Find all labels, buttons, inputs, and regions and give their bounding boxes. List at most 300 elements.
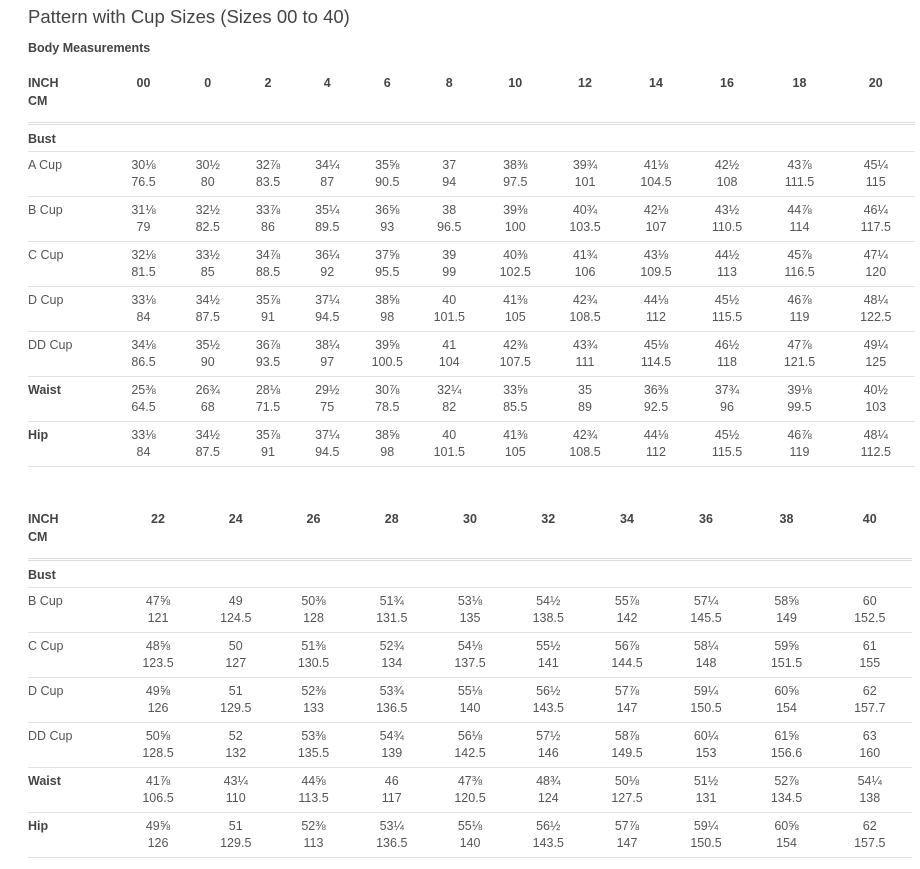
inch-value: 54½	[536, 594, 561, 608]
inch-value: 43⅛	[643, 248, 669, 262]
inch-value: 33⅛	[131, 293, 156, 307]
cm-value: 85.5	[503, 400, 528, 414]
size-header: 32	[509, 506, 588, 560]
cm-value: 110.5	[711, 220, 743, 234]
header-row	[28, 506, 912, 560]
inch-value: 41¾	[572, 248, 598, 262]
cm-value: 149	[776, 611, 797, 625]
measurement-cell	[177, 152, 239, 197]
inch-value: 63	[862, 729, 877, 743]
inch-value: 47⅜	[457, 774, 483, 788]
size-header: 22	[119, 506, 197, 560]
measurement-cell	[481, 332, 550, 377]
cm-value: 117	[381, 791, 402, 805]
table-row	[28, 332, 915, 377]
size-header: 18	[763, 70, 837, 124]
measurement-cell	[692, 287, 763, 332]
cm-value: 115	[865, 175, 886, 189]
measurement-cell	[621, 287, 692, 332]
inch-value: 34½	[195, 428, 220, 442]
inch-value: 40	[442, 428, 457, 442]
inch-value: 35¼	[315, 203, 340, 217]
cm-value: 134.5	[770, 791, 803, 805]
inch-value: 62	[862, 819, 877, 833]
measurement-cell	[177, 197, 239, 242]
inch-value: 41⅛	[643, 158, 669, 172]
cm-value: 91	[261, 445, 275, 459]
inch-value: 40⅜	[503, 248, 528, 262]
cm-value: 86.5	[131, 355, 156, 369]
cm-value: 80	[200, 175, 215, 189]
cm-value: 145.5	[690, 611, 722, 625]
measurement-cell	[275, 588, 353, 633]
measurement-cell	[239, 287, 298, 332]
cm-value: 99	[442, 265, 457, 279]
table-row	[28, 678, 912, 723]
measurement-cell	[110, 152, 177, 197]
inch-value: 29½	[315, 383, 340, 397]
inch-value: 41	[442, 338, 457, 352]
cm-value: 125	[865, 355, 887, 369]
measurement-cell	[353, 588, 432, 633]
inch-value: 47⅝	[145, 594, 171, 608]
inch-value: 44⅛	[643, 293, 669, 307]
cm-value: 129.5	[220, 836, 252, 850]
inch-value: 56½	[536, 819, 561, 833]
inch-value: 45½	[714, 428, 740, 442]
cm-value: 116.5	[784, 265, 815, 279]
inch-value: 37⅝	[375, 248, 400, 262]
measurement-cell	[509, 768, 588, 813]
inch-value: 49	[228, 594, 243, 608]
inch-value: 50⅛	[614, 774, 640, 788]
inch-value: 35	[578, 383, 592, 397]
cm-value: 140	[459, 836, 481, 850]
inch-value: 47⅞	[787, 338, 812, 352]
size-header: 4	[298, 70, 358, 124]
inch-value: 40½	[863, 383, 888, 397]
unit-inch: INCH	[28, 512, 59, 526]
cm-value: 94	[442, 175, 457, 189]
inch-value: 33½	[195, 248, 220, 262]
measurement-cell	[239, 377, 298, 422]
cm-value: 156.6	[770, 746, 803, 760]
cm-value: 92.5	[643, 400, 669, 414]
measurement-cell	[588, 723, 667, 768]
measurement-cell	[667, 768, 746, 813]
inch-value: 35⅞	[255, 428, 281, 442]
inch-value: 58¼	[693, 639, 719, 653]
measurement-cell	[481, 377, 550, 422]
cm-value: 155	[859, 656, 881, 670]
cm-value: 136.5	[376, 836, 408, 850]
row-label: B Cup	[28, 197, 110, 242]
measurement-cell	[431, 588, 509, 633]
inch-value: 60⅝	[774, 684, 799, 698]
measurement-cell	[550, 287, 621, 332]
inch-value: 53¼	[379, 819, 404, 833]
inch-value: 38⅝	[375, 293, 400, 307]
cm-value: 89	[578, 400, 592, 414]
inch-value: 61⅝	[774, 729, 799, 743]
measurement-cell	[621, 332, 692, 377]
section-heading: Body Measurements	[28, 41, 151, 55]
cm-value: 100	[504, 220, 526, 234]
measurement-cell	[353, 723, 432, 768]
cm-value: 87.5	[195, 310, 220, 324]
cm-value: 76.5	[131, 175, 156, 189]
measurement-cell	[481, 152, 550, 197]
measurement-cell	[837, 242, 916, 287]
measurement-cell	[746, 678, 828, 723]
inch-value: 49⅝	[145, 684, 171, 698]
cm-value: 143.5	[532, 836, 564, 850]
cm-value: 144.5	[611, 656, 643, 670]
inch-value: 41⅞	[145, 774, 171, 788]
cm-value: 130.5	[297, 656, 330, 670]
measurement-cell	[353, 813, 432, 858]
inch-value: 51¾	[379, 594, 404, 608]
cm-value: 129.5	[220, 701, 252, 715]
measurement-cell	[110, 422, 177, 467]
cm-value: 82.5	[195, 220, 220, 234]
inch-value: 60⅝	[774, 819, 799, 833]
measurement-cell	[298, 287, 358, 332]
cm-value: 96.5	[437, 220, 462, 234]
cm-value: 118	[717, 355, 737, 369]
row-label: Hip	[28, 813, 119, 858]
cm-value: 154	[776, 836, 797, 850]
measurement-cell	[239, 242, 298, 287]
measurement-cell	[828, 678, 913, 723]
size-header: 14	[621, 70, 692, 124]
inch-value: 32⅛	[131, 248, 156, 262]
size-header: 12	[550, 70, 621, 124]
measurement-cell	[431, 768, 509, 813]
cm-value: 138	[859, 791, 881, 805]
row-label: Waist	[28, 768, 119, 813]
table-row	[28, 422, 915, 467]
inch-value: 40	[442, 293, 457, 307]
inch-value: 30⅞	[375, 383, 400, 397]
cm-value: 151.5	[770, 656, 803, 670]
cm-value: 120	[865, 265, 887, 279]
measurement-cell	[418, 197, 482, 242]
measurement-cell	[418, 287, 482, 332]
inch-value: 56⅞	[614, 639, 640, 653]
row-label: D Cup	[28, 678, 119, 723]
cm-value: 112	[646, 445, 666, 459]
size-header: 0	[177, 70, 239, 124]
cm-value: 120.5	[454, 791, 486, 805]
inch-value: 44⅝	[301, 774, 326, 788]
measurement-cell	[119, 768, 197, 813]
cm-value: 119	[789, 445, 810, 459]
cm-value: 108.5	[569, 445, 601, 459]
cm-value: 82	[442, 400, 457, 414]
cm-value: 84	[136, 310, 151, 324]
measurement-cell	[621, 242, 692, 287]
inch-value: 52⅞	[774, 774, 799, 788]
cm-value: 153	[695, 746, 717, 760]
size-header: 8	[418, 70, 482, 124]
measurement-cell	[509, 633, 588, 678]
row-label: C Cup	[28, 242, 110, 287]
inch-value: 38⅜	[503, 158, 528, 172]
inch-value: 61	[862, 639, 877, 653]
inch-value: 46⅞	[787, 293, 812, 307]
cm-value: 96	[720, 400, 734, 414]
row-label: Hip	[28, 422, 110, 467]
measurement-cell	[509, 723, 588, 768]
measurement-cell	[119, 588, 197, 633]
inch-value: 52	[228, 729, 243, 743]
cm-value: 64.5	[131, 400, 156, 414]
cm-value: 121	[147, 611, 169, 625]
inch-value: 36⅜	[643, 383, 669, 397]
size-header: 34	[588, 506, 667, 560]
measurement-cell	[119, 813, 197, 858]
measurement-cell	[239, 197, 298, 242]
cm-value: 149.5	[611, 746, 643, 760]
measurement-cell	[837, 332, 916, 377]
cm-value: 131	[695, 791, 717, 805]
inch-value: 55⅛	[457, 819, 483, 833]
cm-value: 97	[320, 355, 335, 369]
cm-value: 117.5	[860, 220, 891, 234]
measurement-cell	[431, 678, 509, 723]
cm-value: 128.5	[142, 746, 174, 760]
inch-value: 49⅝	[145, 819, 171, 833]
cm-value: 114	[789, 220, 810, 234]
cm-value: 131.5	[376, 611, 408, 625]
inch-value: 59¼	[693, 684, 719, 698]
measurement-cell	[828, 813, 913, 858]
measurement-cell	[746, 588, 828, 633]
measurement-cell	[275, 678, 353, 723]
size-header: 40	[828, 506, 913, 560]
inch-value: 28⅛	[255, 383, 281, 397]
inch-value: 35½	[195, 338, 220, 352]
inch-value: 48⅝	[145, 639, 171, 653]
inch-value: 45¼	[863, 158, 888, 172]
inch-value: 39	[442, 248, 457, 262]
size-header: 36	[667, 506, 746, 560]
inch-value: 50⅝	[145, 729, 171, 743]
cm-value: 136.5	[376, 701, 408, 715]
cm-value: 92	[320, 265, 335, 279]
table-row	[28, 768, 912, 813]
measurement-cell	[828, 723, 913, 768]
size-header: 20	[837, 70, 916, 124]
inch-value: 33⅛	[131, 428, 156, 442]
cm-value: 102.5	[499, 265, 531, 279]
cm-value: 78.5	[375, 400, 400, 414]
cm-value: 94.5	[315, 445, 340, 459]
measurement-cell	[239, 332, 298, 377]
size-header: 24	[197, 506, 275, 560]
measurement-cell	[692, 332, 763, 377]
inch-value: 51	[228, 684, 243, 698]
inch-value: 32¼	[437, 383, 462, 397]
inch-value: 36¼	[315, 248, 340, 262]
cm-value: 135	[459, 611, 481, 625]
measurement-cell	[667, 633, 746, 678]
inch-value: 30½	[195, 158, 220, 172]
measurement-cell	[763, 422, 837, 467]
size-header: 16	[692, 70, 763, 124]
measurement-cell	[353, 678, 432, 723]
table-row	[28, 287, 915, 332]
measurement-cell	[550, 152, 621, 197]
section-row	[28, 124, 915, 152]
cm-value: 100.5	[371, 355, 403, 369]
cm-value: 109.5	[640, 265, 672, 279]
measurement-cell	[837, 422, 916, 467]
cm-value: 127	[225, 656, 247, 670]
inch-value: 43⅞	[787, 158, 812, 172]
measurement-cell	[110, 377, 177, 422]
measurement-cell	[353, 768, 432, 813]
measurement-cell	[692, 377, 763, 422]
inch-value: 36⅝	[375, 203, 400, 217]
cm-value: 103.5	[569, 220, 601, 234]
measurement-cell	[357, 422, 418, 467]
size-header: 10	[481, 70, 550, 124]
inch-value: 60	[862, 594, 877, 608]
cm-value: 103	[865, 400, 887, 414]
size-header: 6	[357, 70, 418, 124]
measurement-cell	[837, 152, 916, 197]
measurement-cell	[110, 287, 177, 332]
cm-value: 141	[537, 656, 559, 670]
inch-value: 45½	[714, 293, 740, 307]
inch-value: 57⅞	[614, 684, 640, 698]
cm-value: 83.5	[255, 175, 281, 189]
size-header: 26	[275, 506, 353, 560]
inch-value: 42⅜	[503, 338, 528, 352]
cm-value: 91	[261, 310, 275, 324]
inch-value: 56⅛	[457, 729, 483, 743]
measurement-cell	[746, 813, 828, 858]
inch-value: 53¾	[379, 684, 404, 698]
measurement-cell	[197, 588, 275, 633]
cm-value: 90.5	[375, 175, 400, 189]
inch-value: 47¼	[863, 248, 888, 262]
cm-value: 99.5	[787, 400, 812, 414]
table-row	[28, 813, 912, 858]
measurement-cell	[431, 813, 509, 858]
measurement-cell	[763, 377, 837, 422]
measurement-cell	[763, 242, 837, 287]
cm-value: 101.5	[433, 310, 465, 324]
inch-value: 38⅝	[375, 428, 400, 442]
measurement-cell	[828, 633, 913, 678]
measurement-cell	[837, 287, 916, 332]
cm-value: 133	[303, 701, 324, 715]
measurement-cell	[177, 287, 239, 332]
measurement-cell	[357, 242, 418, 287]
size-table-2	[28, 506, 912, 858]
inch-value: 34⅛	[131, 338, 156, 352]
inch-value: 42¾	[572, 428, 598, 442]
cm-value: 87.5	[195, 445, 220, 459]
inch-value: 55⅞	[614, 594, 640, 608]
table-row	[28, 152, 915, 197]
cm-value: 154	[776, 701, 797, 715]
measurement-cell	[110, 242, 177, 287]
measurement-cell	[509, 588, 588, 633]
cm-value: 93	[380, 220, 395, 234]
inch-value: 51	[228, 819, 243, 833]
cm-value: 68	[200, 400, 215, 414]
measurement-cell	[588, 678, 667, 723]
inch-value: 34½	[195, 293, 220, 307]
measurement-cell	[550, 377, 621, 422]
inch-value: 35⅞	[255, 293, 281, 307]
inch-value: 35⅝	[375, 158, 400, 172]
measurement-cell	[588, 633, 667, 678]
cm-value: 147	[616, 836, 638, 850]
cm-value: 142	[616, 611, 638, 625]
inch-value: 50	[228, 639, 243, 653]
inch-value: 39⅜	[503, 203, 528, 217]
cm-value: 122.5	[860, 310, 892, 324]
cm-value: 98	[380, 445, 395, 459]
cm-value: 115.5	[711, 310, 743, 324]
inch-value: 42½	[714, 158, 740, 172]
inch-value: 36⅞	[255, 338, 281, 352]
inch-value: 58⅝	[774, 594, 799, 608]
measurement-cell	[298, 422, 358, 467]
inch-value: 57½	[536, 729, 561, 743]
measurement-cell	[667, 678, 746, 723]
cm-value: 111.5	[784, 175, 815, 189]
table-row	[28, 197, 915, 242]
cm-value: 85	[200, 265, 215, 279]
inch-value: 40¾	[572, 203, 598, 217]
cm-value: 124	[537, 791, 559, 805]
cm-value: 87	[320, 175, 335, 189]
cm-value: 86	[261, 220, 275, 234]
measurement-cell	[828, 588, 913, 633]
inch-value: 44½	[714, 248, 740, 262]
size-header: 00	[110, 70, 177, 124]
inch-value: 46¼	[863, 203, 888, 217]
cm-value: 138.5	[532, 611, 564, 625]
measurement-cell	[481, 197, 550, 242]
cm-value: 79	[136, 220, 151, 234]
row-label: C Cup	[28, 633, 119, 678]
cm-value: 135.5	[297, 746, 330, 760]
measurement-cell	[588, 813, 667, 858]
row-label: Waist	[28, 377, 110, 422]
inch-value: 45⅛	[643, 338, 669, 352]
measurement-cell	[431, 723, 509, 768]
cm-value: 157.7	[854, 701, 886, 715]
measurement-cell	[119, 678, 197, 723]
table-row	[28, 377, 915, 422]
measurement-cell	[357, 377, 418, 422]
measurement-cell	[431, 633, 509, 678]
cm-value: 113	[717, 265, 737, 279]
measurement-cell	[667, 723, 746, 768]
measurement-cell	[763, 152, 837, 197]
inch-value: 26¾	[195, 383, 220, 397]
measurement-cell	[763, 332, 837, 377]
inch-value: 39¾	[572, 158, 598, 172]
inch-value: 52⅜	[301, 684, 326, 698]
